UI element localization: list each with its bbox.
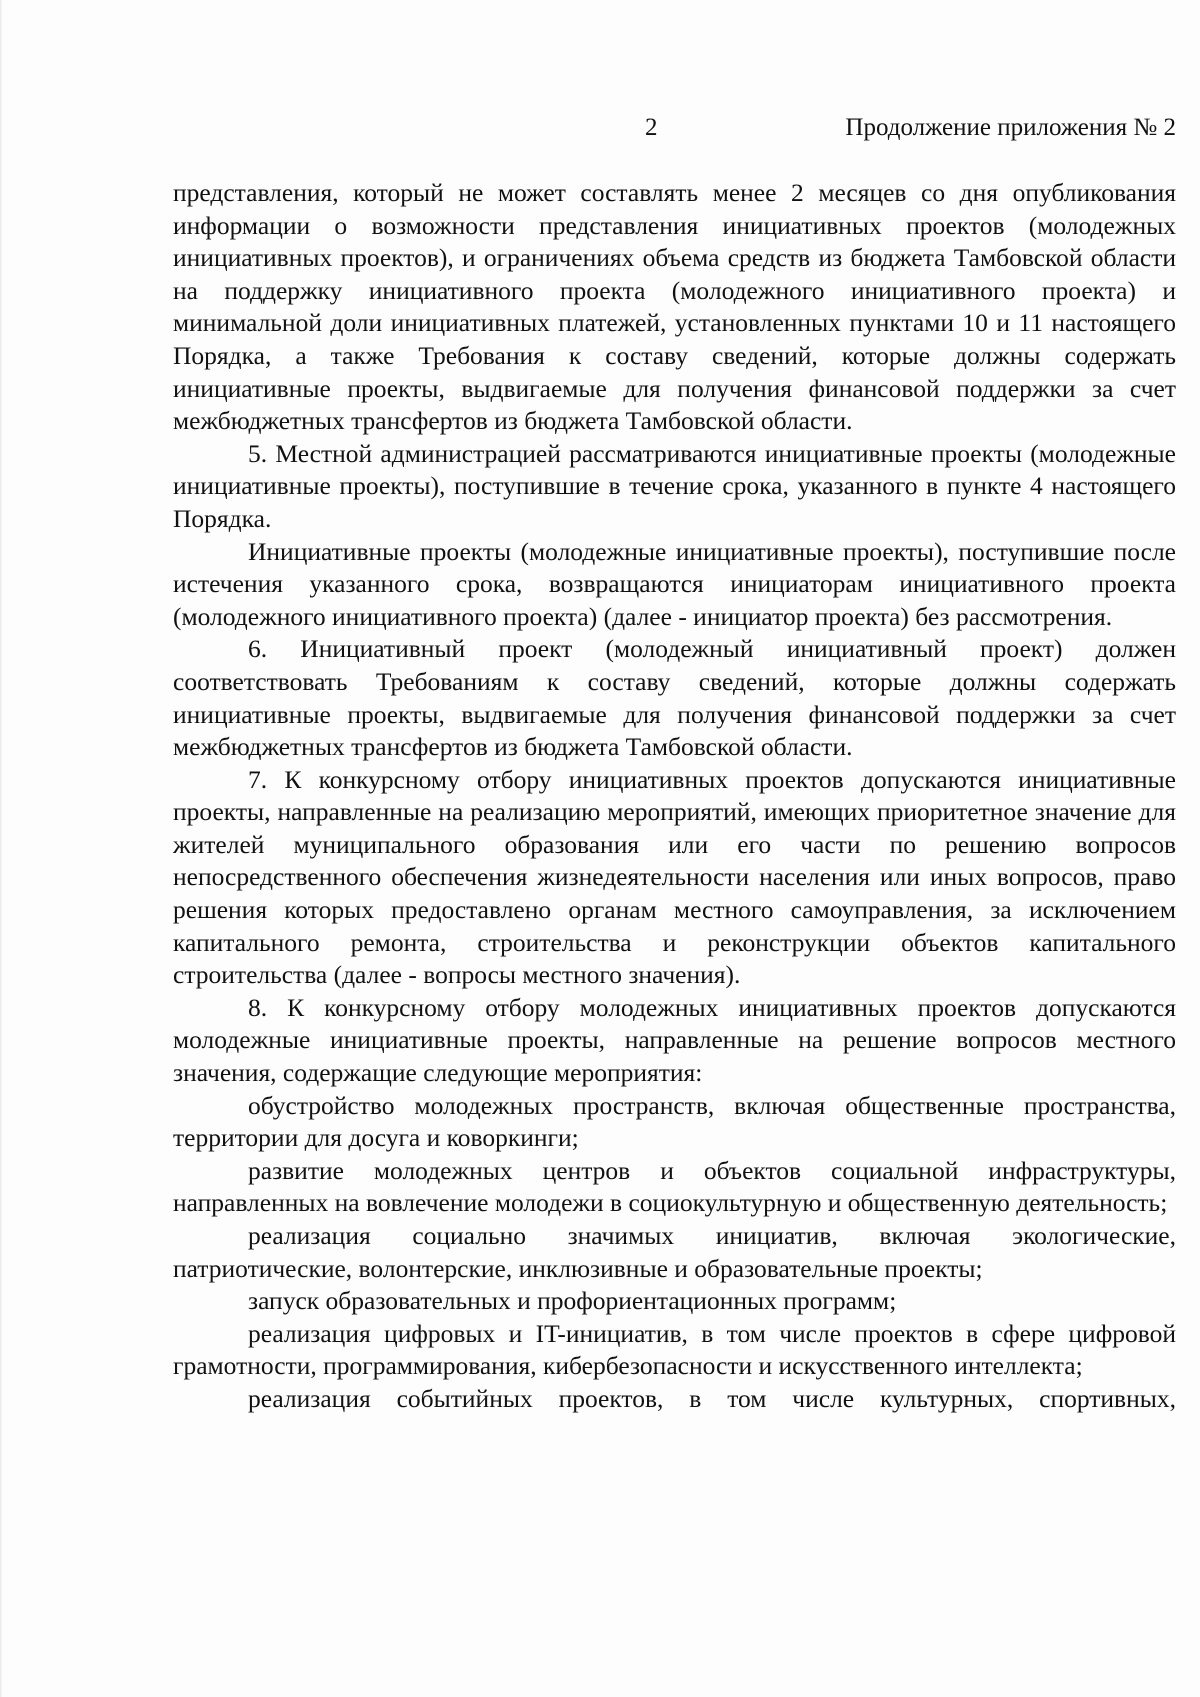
list-item-digital-initiatives: реализация цифровых и IT-инициатив, в том числе проектов в сфере цифровой грамотности, программирования, кибербезопасности и искусственного интеллекта; [173,1318,1176,1381]
page-number: 2 [645,114,658,141]
appendix-continuation-label: Продолжение приложения № 2 [845,114,1176,141]
list-item-education-programs: запуск образовательных и профориентационных программ; [248,1286,897,1316]
page-header [173,114,1176,150]
paragraph-item-5: 5. Местной администрацией рассматриваются инициативные проекты (молодежные инициативные проекты), поступившие в течение срока, указанного в пункте 4 настоящего Порядка. [173,438,1176,533]
list-item-youth-spaces: обустройство молодежных пространств, включая общественные пространства, территории для досуга и коворкинги; [173,1090,1176,1153]
paragraph-continuation: представления, который не может составлять менее 2 месяцев со дня опубликования информации о возможности представления инициативных проектов (молодежных инициативных проектов), и ограничениях объема средств из бюджета Тамбовской области на поддержку инициативного проекта (молодежного инициативного проекта) и минимальной доли инициативных платежей, установленных пунктами 10 и 11 настоящего Порядка, а также Требования к составу сведений, которые должны содержать инициативные проекты, выдвигаемые для получения финансовой поддержки за счет межбюджетных трансфертов из бюджета Тамбовской области. [173,178,1176,436]
paragraph-item-8: 8. К конкурсному отбору молодежных инициативных проектов допускаются молодежные инициативные проекты, направленные на решение вопросов местного значения, содержащие следующие мероприятия: [173,992,1176,1088]
list-item-social-initiatives: реализация социально значимых инициатив, включая экологические, патриотические, волонтерские, инклюзивные и образовательные проекты; [173,1221,1176,1283]
document-body [173,177,1176,1416]
paragraph-item-7: 7. К конкурсному отбору инициативных проектов допускаются инициативные проекты, направленные на реализацию мероприятий, имеющих приоритетное значение для жителей муниципального образования или его части по решению вопросов непосредственного обеспечения жизнедеятельности населения или иных вопросов, право решения которых предоставлено органам местного самоуправления, за исключением капитального ремонта, строительства и реконструкции объектов капитального строительства (далее - вопросы местного значения). [173,764,1176,990]
scan-edge-shadow [0,0,3,1697]
paragraph-late-projects: Инициативные проекты (молодежные инициативные проекты), поступившие после истечения указанного срока, возвращаются инициаторам инициативного проекта (молодежного инициативного проекта) (далее - инициатор проекта) без рассмотрения. [173,536,1176,631]
list-item-event-projects: реализация событийных проектов, в том числе культурных, спортивных, [248,1383,1176,1413]
paragraph-item-6: 6. Инициативный проект (молодежный инициативный проект) должен соответствовать Требованиям к составу сведений, которые должны содержать инициативные проекты, выдвигаемые для получения финансовой поддержки за счет межбюджетных трансфертов из бюджета Тамбовской области. [173,634,1176,762]
list-item-youth-centers: развитие молодежных центров и объектов социальной инфраструктуры, направленных на вовлечение молодежи в социокультурную и общественную деятельность; [173,1155,1176,1218]
